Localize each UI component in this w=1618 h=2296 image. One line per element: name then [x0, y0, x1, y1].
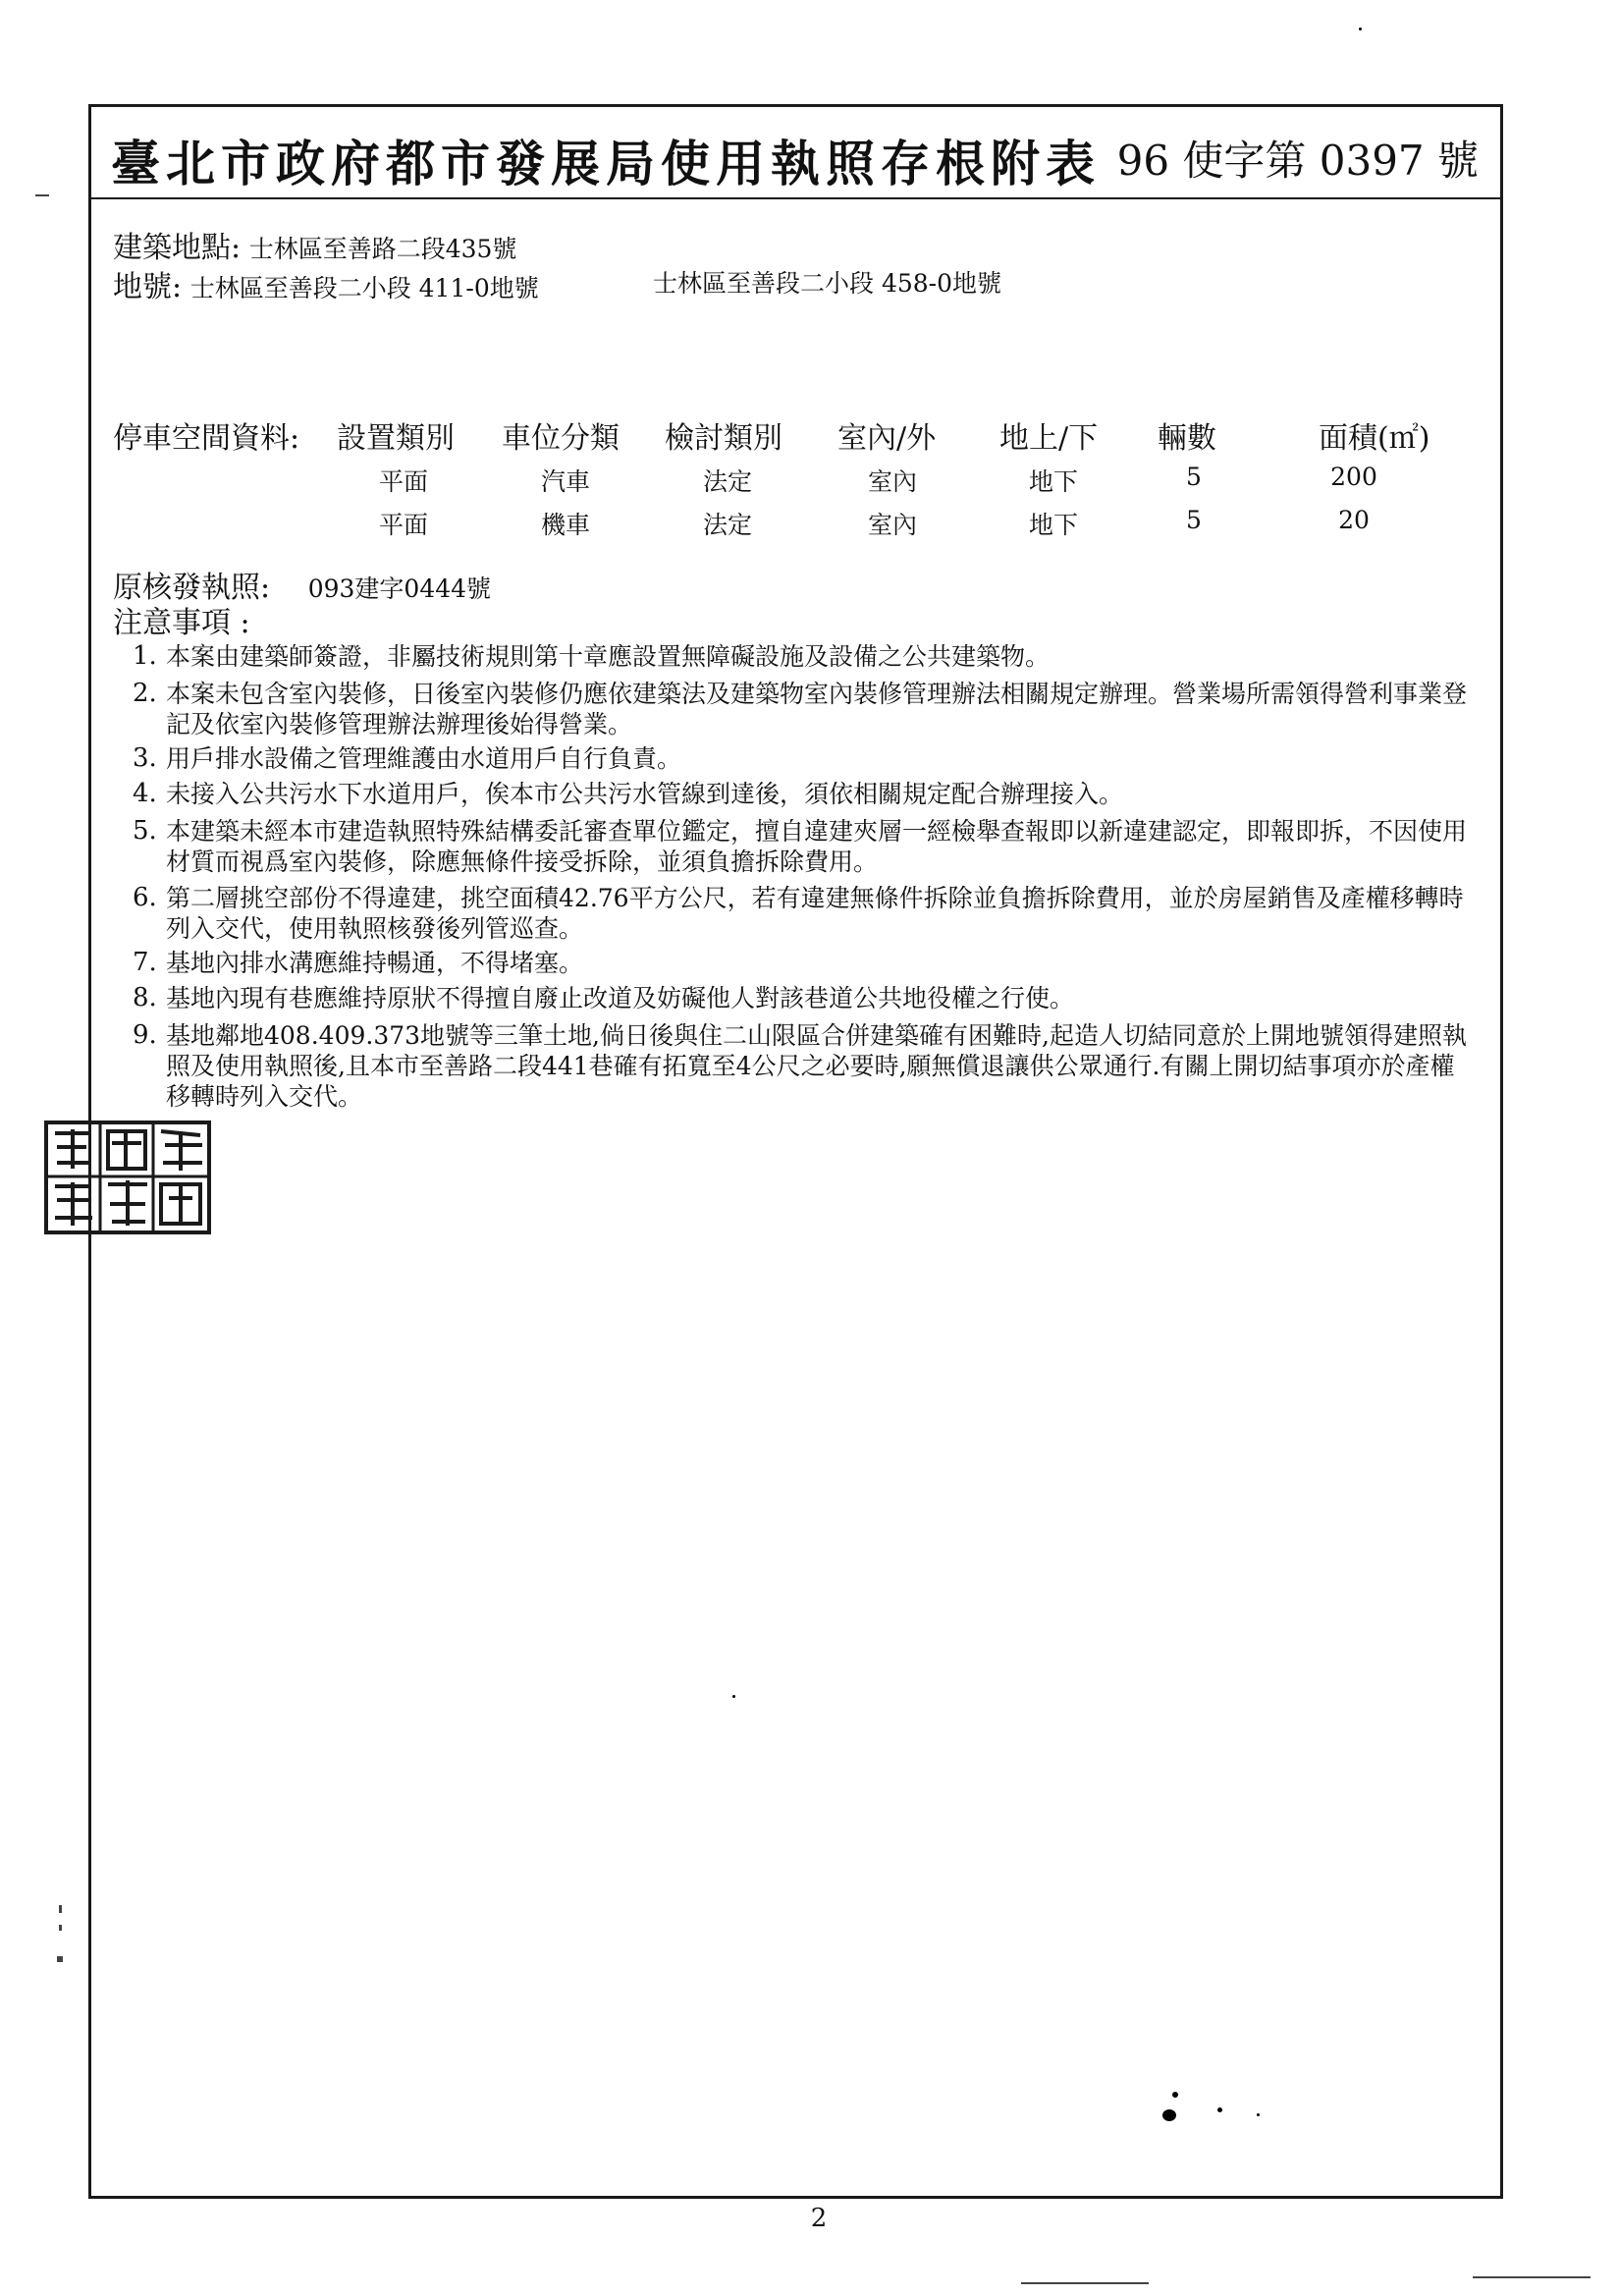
note-item	[133, 679, 1478, 739]
site-address-row	[113, 223, 516, 266]
scan-mark	[57, 1956, 63, 1962]
note-text: 本案由建築師簽證，非屬技術規則第十章應設置無障礙設施及設備之公共建築物。	[166, 642, 1051, 671]
parking-cell: 20	[1338, 506, 1370, 534]
parking-col-review: 檢討類別	[665, 421, 782, 456]
lot-row	[113, 262, 1095, 305]
note-number: 2.	[133, 679, 157, 708]
parking-cell: 法定	[702, 511, 752, 539]
parking-cell: 室內	[867, 511, 917, 539]
parking-cell: 室內	[867, 467, 917, 496]
page-title: 臺北市政府都市發展局使用執照存根附表	[111, 135, 1101, 192]
parking-col-count: 輛數	[1158, 421, 1216, 456]
seal-stamp	[43, 1120, 212, 1235]
parking-cell: 機車	[540, 511, 590, 539]
note-number: 5.	[133, 816, 157, 846]
parking-cell: 地下	[1028, 467, 1078, 496]
note-item	[133, 779, 1478, 809]
note-text: 基地內現有巷應維持原狀不得擅自廢止改道及妨礙他人對該巷道公共地役權之行使。	[166, 984, 1075, 1012]
scan-speck	[1257, 2113, 1260, 2116]
scan-mark	[1021, 2282, 1149, 2284]
original-license-label: 原核發執照:	[113, 571, 271, 605]
parking-cell: 5	[1186, 463, 1202, 491]
original-license-value: 093建字0444號	[307, 574, 492, 603]
note-item	[133, 743, 1478, 774]
scan-mark	[35, 194, 49, 196]
permit-number: 96 使字第 0397 號	[1116, 137, 1479, 185]
scan-mark	[59, 1905, 62, 1913]
note-text: 未接入公共污水下水道用戶，俟本市公共污水管線到達後，須依相關規定配合辦理接入。	[166, 780, 1124, 808]
note-item	[133, 816, 1478, 877]
page-number: 2	[810, 2204, 828, 2233]
note-text: 用戶排水設備之管理維護由水道用戶自行負責。	[166, 744, 682, 773]
scan-speck	[1359, 27, 1362, 30]
site-address-label: 建築地點:	[113, 231, 242, 265]
parking-cell: 法定	[702, 467, 752, 496]
note-item	[133, 948, 1478, 978]
scan-mark	[59, 1925, 62, 1931]
note-text: 本案未包含室內裝修，日後室內裝修仍應依建築法及建築物室內裝修管理辦法相關規定辦理。營業場所需領得營利事業登記及依室內裝修管理辦法辦理後始得營業。	[166, 680, 1468, 738]
lot-value-2: 士林區至善段二小段 458-0地號	[653, 269, 1002, 298]
note-number: 8.	[133, 983, 157, 1012]
note-text: 基地內排水溝應維持暢通，不得堵塞。	[166, 949, 584, 977]
scan-speck	[1172, 2092, 1178, 2098]
note-text: 本建築未經本市建造執照特殊結構委託審查單位鑑定，擅自違建夾層一經檢舉查報即以新違建認定，即報即拆，不因使用材質而視爲室內裝修，除應無條件接受拆除，並須負擔拆除費用。	[166, 817, 1468, 876]
note-number: 4.	[133, 779, 157, 808]
note-item	[133, 641, 1478, 672]
seal-text: 臺北市政府都市發展局騎縫章	[128, 1233, 140, 1234]
notes-heading: 注意事項 :	[113, 606, 250, 640]
parking-cell: 200	[1330, 463, 1377, 491]
parking-cell: 汽車	[540, 467, 590, 496]
parking-cell: 平面	[378, 511, 428, 539]
scan-speck	[1217, 2107, 1222, 2112]
note-number: 1.	[133, 641, 157, 671]
parking-col-vehicle: 車位分類	[502, 421, 620, 456]
parking-cell: 平面	[378, 467, 428, 496]
parking-col-level: 地上/下	[999, 421, 1099, 456]
document-frame	[88, 104, 1503, 2199]
scan-speck	[1162, 2109, 1176, 2121]
note-number: 3.	[133, 743, 157, 773]
scan-speck	[732, 1695, 735, 1698]
note-number: 9.	[133, 1020, 157, 1050]
note-item	[133, 883, 1478, 944]
note-item	[133, 1020, 1478, 1112]
note-number: 7.	[133, 948, 157, 977]
parking-col-type: 設置類別	[337, 421, 455, 456]
note-text: 第二層挑空部份不得違建，挑空面積42.76平方公尺，若有違建無條件拆除並負擔拆除費用，並於房屋銷售及產權移轉時列入交代，使用執照核發後列管巡查。	[166, 884, 1464, 943]
parking-col-area: 面積(㎡)	[1319, 421, 1430, 456]
parking-col-indoor: 室內/外	[837, 421, 937, 456]
note-text: 基地鄰地408.409.373地號等三筆土地,倘日後與住二山限區合併建築確有困難時,起造人切結同意於上開地號領得建照執照及使用執照後,且本市至善路二段441巷確有拓寬至4公尺之必要時,願無償退讓供公眾通行.有關上開切結事項亦於產權移轉時列入交代。	[166, 1021, 1467, 1111]
site-address-value: 士林區至善路二段435號	[248, 235, 517, 263]
scan-mark	[1473, 2276, 1591, 2278]
parking-label: 停車空間資料:	[113, 421, 300, 456]
parking-cell: 5	[1186, 506, 1202, 534]
lot-value-1: 士林區至善段二小段 411-0地號	[189, 274, 539, 302]
parking-cell: 地下	[1028, 511, 1078, 539]
note-number: 6.	[133, 883, 157, 912]
note-item	[133, 983, 1478, 1013]
lot-label: 地號:	[113, 270, 183, 304]
header	[91, 107, 1500, 199]
